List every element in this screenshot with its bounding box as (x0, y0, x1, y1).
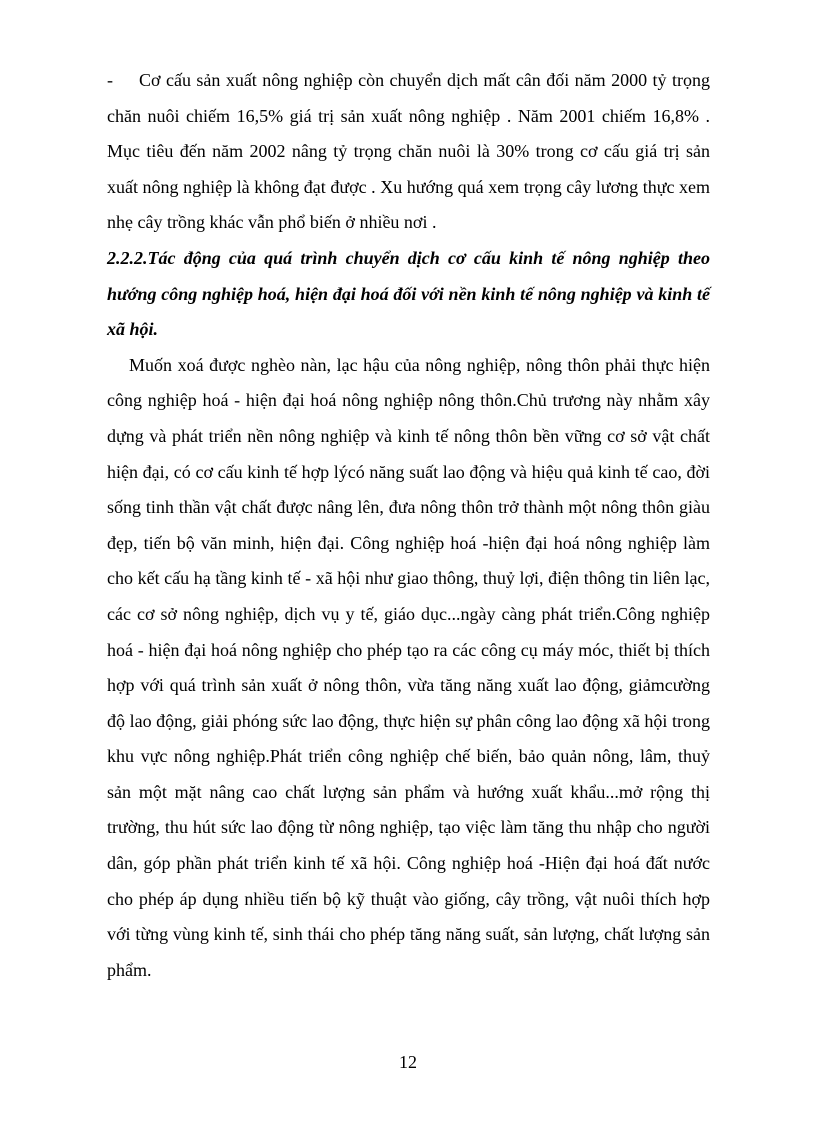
bullet-paragraph (107, 63, 710, 241)
bullet-paragraph-text: Cơ cấu sản xuất nông nghiệp còn chuyển dịch mất cân đối năm 2000 tỷ trọng chăn nuôi chiếm 16,5% giá trị sản xuất nông nghiệp . Năm 2001 chiếm 16,8% . Mục tiêu đến năm 2002 nâng tỷ trọng chăn nuôi là 30% trong cơ cấu giá trị sản xuất nông nghiệp là không đạt được . Xu hướng quá xem trọng cây lương thực xem nhẹ cây trồng khác vẫn phổ biến ở nhiều nơi . (107, 70, 710, 233)
page-content (107, 63, 710, 988)
section-heading: 2.2.2.Tác động của quá trình chuyển dịch cơ cấu kinh tế nông nghiệp theo hướng công nghiệp hoá, hiện đại hoá đối với nền kinh tế nông nghiệp và kinh tế xã hội. (107, 247, 710, 340)
page-number: 12 (399, 1052, 417, 1072)
body-paragraph: Muốn xoá được nghèo nàn, lạc hậu của nông nghiệp, nông thôn phải thực hiện công nghiệp hoá - hiện đại hoá nông nghiệp nông thôn.Chủ trương này nhằm xây dựng và phát triển nền nông nghiệp và kinh tế nông thôn bền vững cơ sở vật chất hiện đại, có cơ cấu kinh tế hợp lýcó năng suất lao động và hiệu quả kinh tế cao, đời sống tinh thần vật chất được nâng lên, đưa nông thôn trở thành một nông thôn giàu đẹp, tiến bộ văn minh, hiện đại. Công nghiệp hoá -hiện đại hoá nông nghiệp làm cho kết cấu hạ tầng kinh tế - xã hội như giao thông, thuỷ lợi, điện thông tin liên lạc, các cơ sở nông nghiệp, dịch vụ y tế, giáo dục...ngày càng phát triển.Công nghiệp hoá - hiện đại hoá nông nghiệp cho phép tạo ra các công cụ máy móc, thiết bị thích hợp với quá trình sản xuất ở nông thôn, vừa tăng năng xuất lao động, giảmcường độ lao động, giải phóng sức lao động, thực hiện sự phân công lao động xã hội trong khu vực nông nghiệp.Phát triển công nghiệp chế biến, bảo quản nông, lâm, thuỷ sản một mặt nâng cao chất lượng sản phẩm và hướng xuất khẩu...mở rộng thị trường, thu hút sức lao động từ nông nghiệp, tạo việc làm tăng thu nhập cho người dân, góp phần phát triển kinh tế xã hội. Công nghiệp hoá -Hiện đại hoá đất nước cho phép áp dụng nhiều tiến bộ kỹ thuật vào giống, cây trồng, vật nuôi thích hợp với từng vùng kinh tế, sinh thái cho phép tăng năng suất, sản lượng, chất lượng sản phẩm. (107, 354, 710, 980)
bullet-marker: - (107, 70, 113, 90)
